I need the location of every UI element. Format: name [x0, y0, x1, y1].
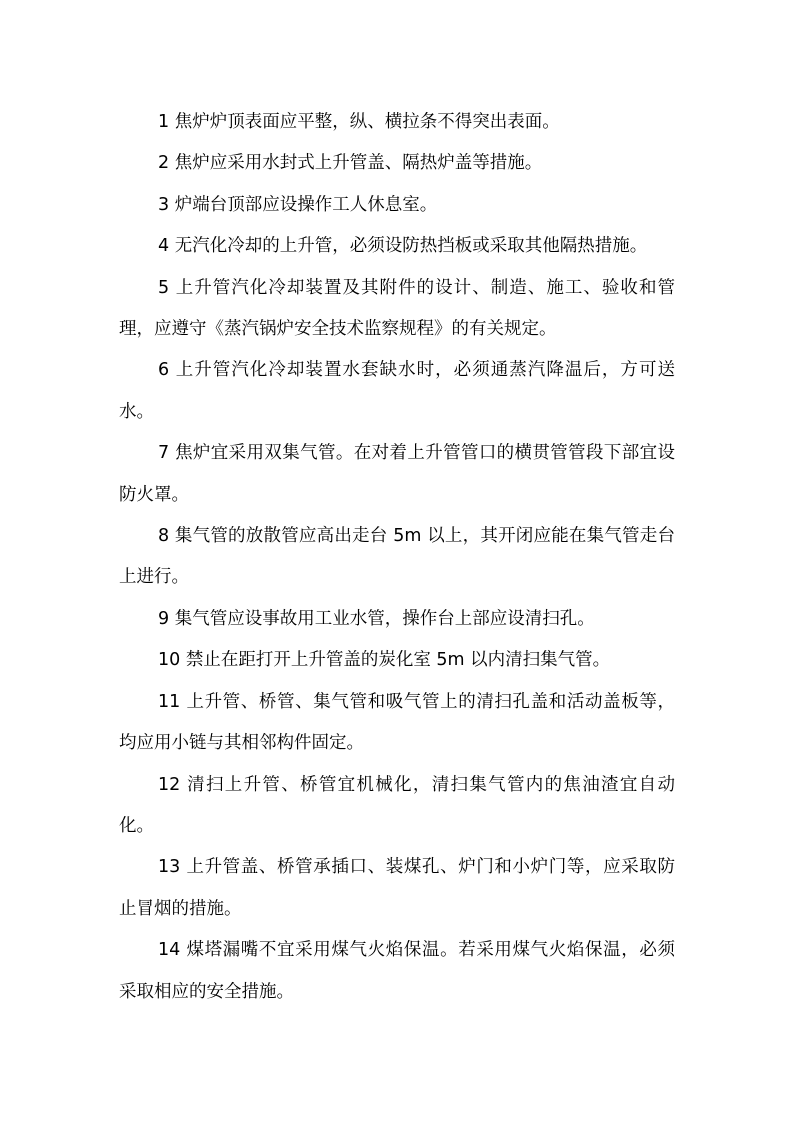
paragraph-2: 2 焦炉应采用水封式上升管盖、隔热炉盖等措施。: [158, 153, 543, 174]
paragraph-11: 11 上升管、桥管、集气管和吸气管上的清扫孔盖和活动盖板等，均应用小链与其相邻构件固定。: [119, 691, 675, 754]
paragraph-10: 10 禁止在距打开上升管盖的炭化室 5m 以内清扫集气管。: [158, 650, 611, 671]
paragraph-9: 9 集气管应设事故用工业水管，操作台上部应设清扫孔。: [158, 608, 595, 629]
paragraph-14: 14 煤塔漏嘴不宜采用煤气火焰保温。若采用煤气火焰保温，必须采取相应的安全措施。: [119, 940, 675, 1002]
document-body: [119, 102, 675, 1013]
paragraph-8: 8 集气管的放散管应高出走台 5m 以上，其开闭应能在集气管走台上进行。: [119, 526, 675, 588]
paragraph-12: 12 清扫上升管、桥管宜机械化，清扫集气管内的焦油渣宜自动化。: [119, 774, 675, 836]
paragraph-13: 13 上升管盖、桥管承插口、装煤孔、炉门和小炉门等，应采取防止冒烟的措施。: [119, 857, 675, 919]
paragraph-4: 4 无汽化冷却的上升管，必须设防热挡板或采取其他隔热措施。: [158, 236, 648, 257]
paragraph-6: 6 上升管汽化冷却装置水套缺水时，必须通蒸汽降温后，方可送水。: [119, 360, 675, 422]
paragraph-5: 5 上升管汽化冷却装置及其附件的设计、制造、施工、验收和管理，应遵守《蒸汽锅炉安全技术监察规程》的有关规定。: [119, 277, 675, 340]
paragraph-1: 1 焦炉炉顶表面应平整，纵、横拉条不得突出表面。: [158, 112, 560, 132]
paragraph-3: 3 炉端台顶部应设操作工人休息室。: [158, 194, 438, 215]
paragraph-7: 7 焦炉宜采用双集气管。在对着上升管管口的横贯管管段下部宜设防火罩。: [119, 443, 675, 505]
